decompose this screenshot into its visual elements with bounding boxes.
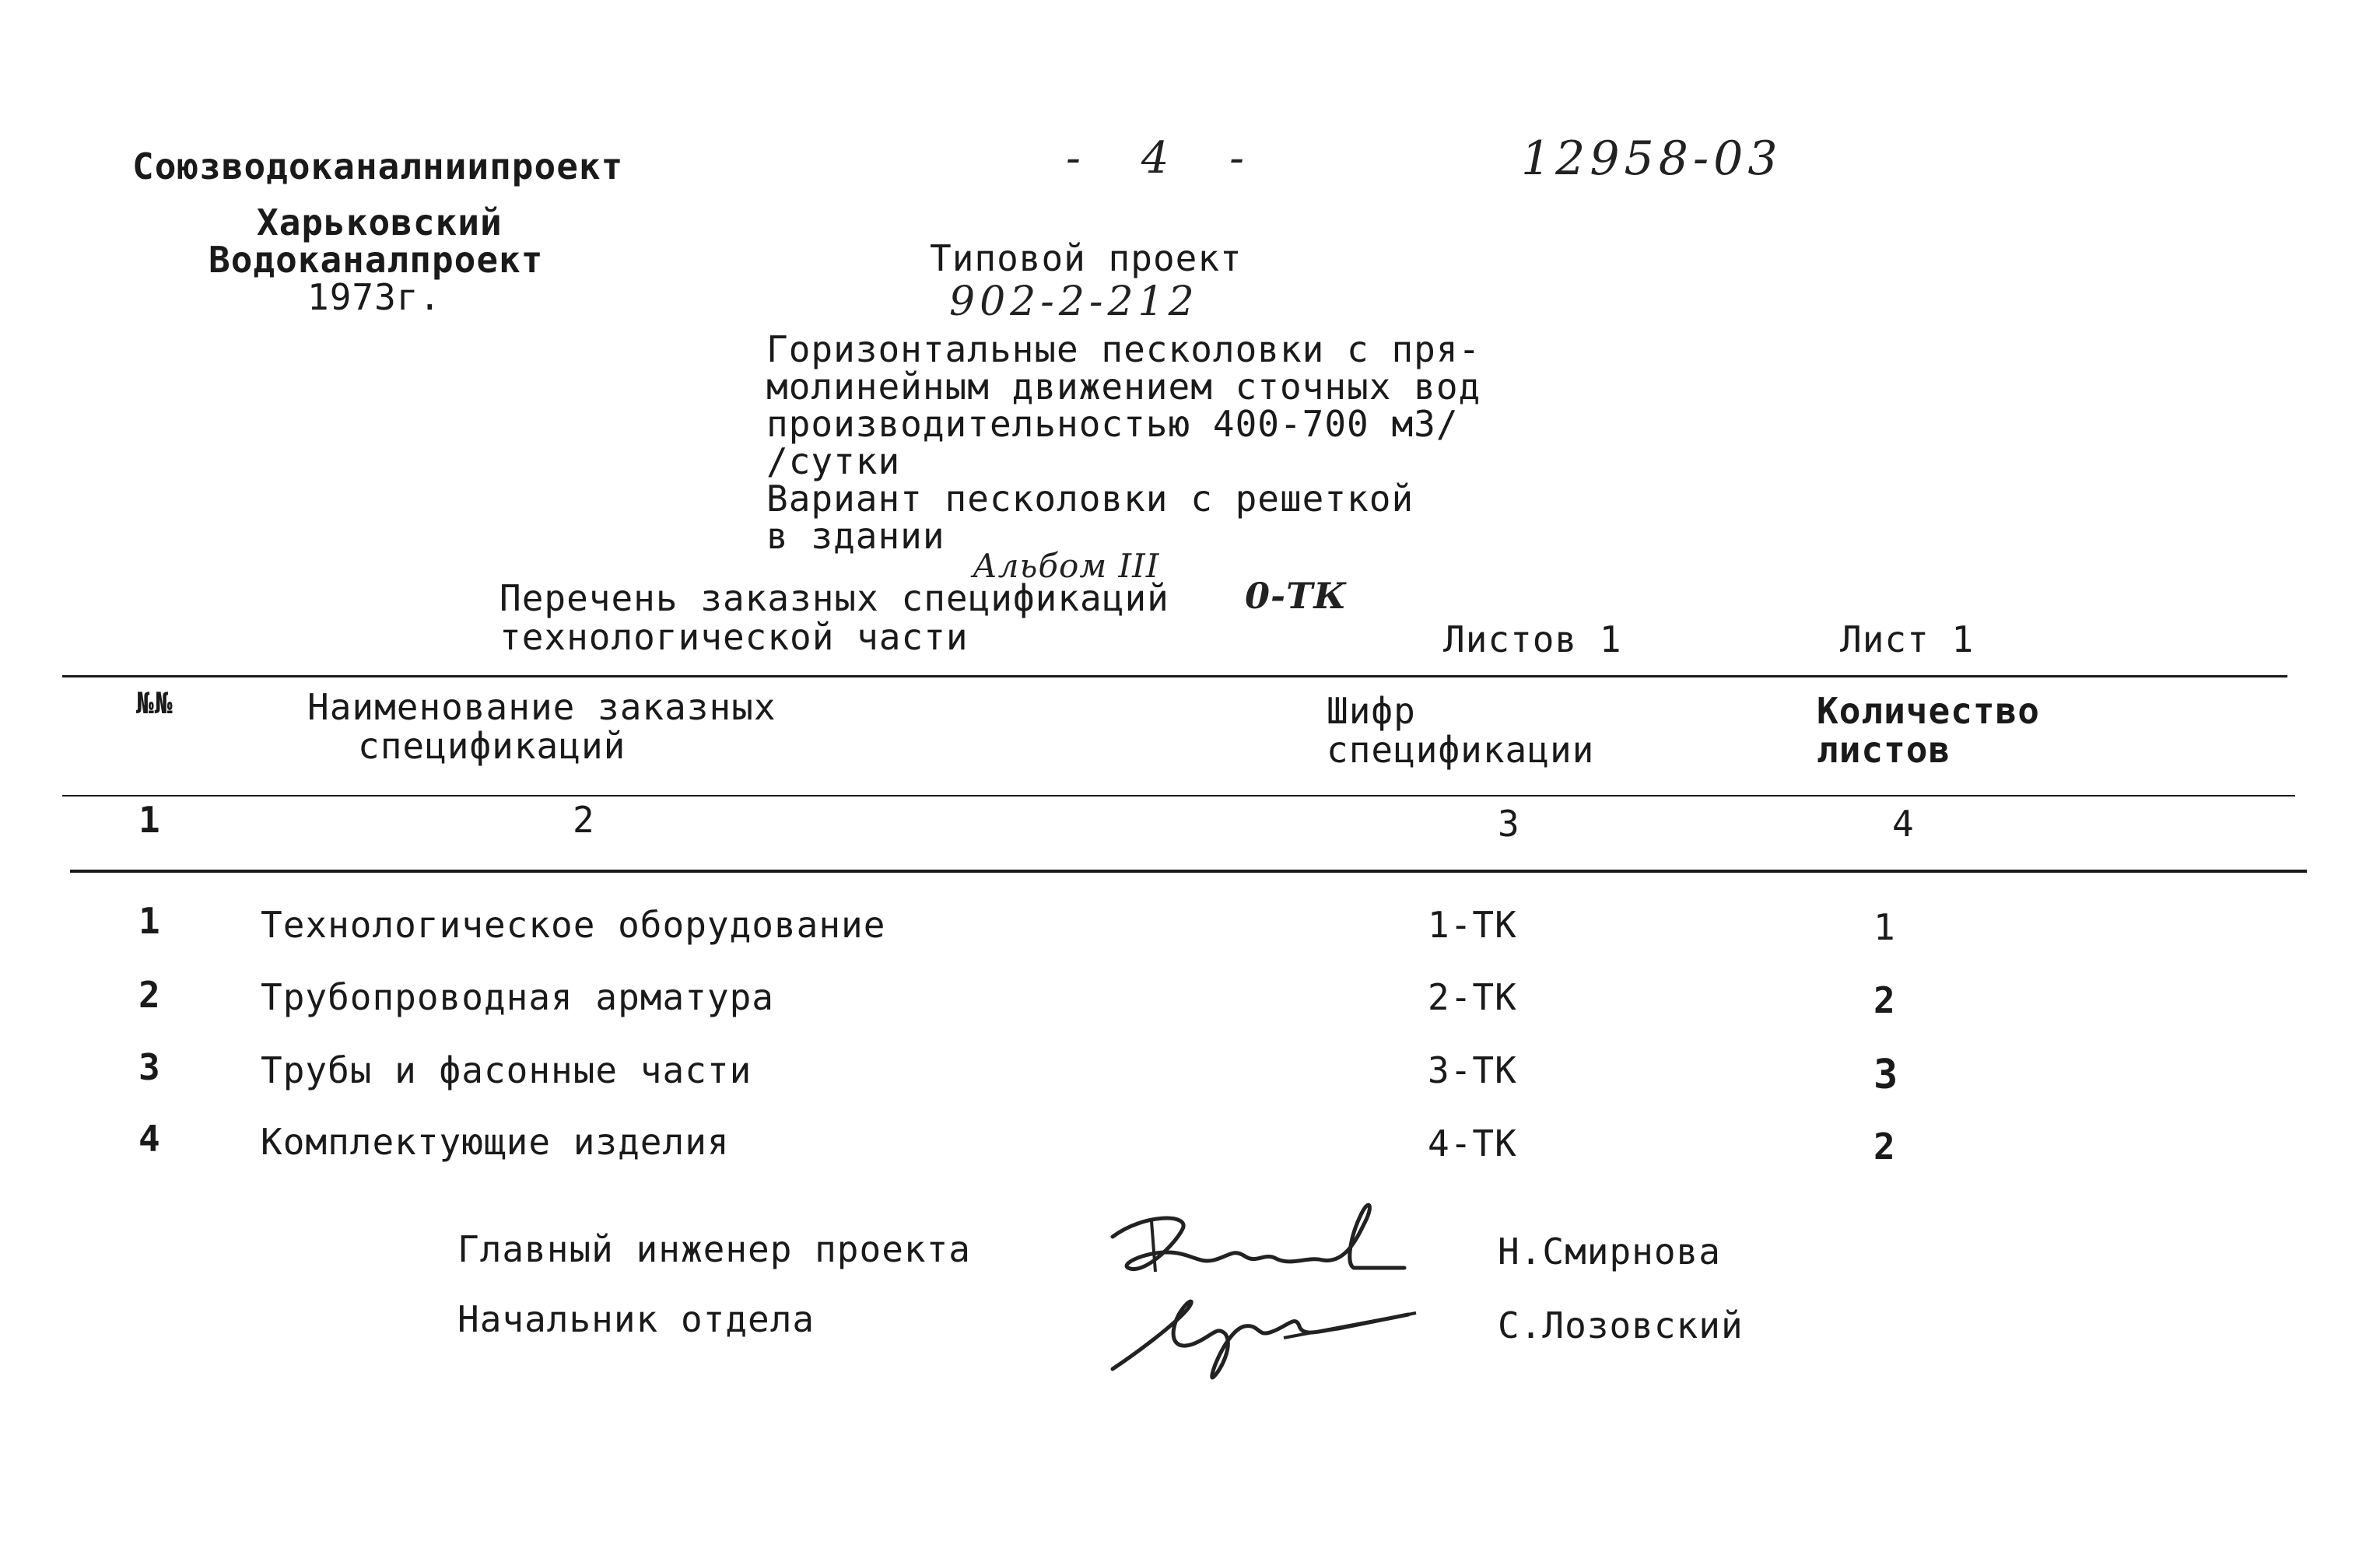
project-title-line: в здании (766, 515, 945, 557)
col-header-code-1: Шифр (1327, 690, 1416, 732)
signature-role: Начальник отдела (457, 1298, 815, 1340)
table-header-rule (62, 795, 2295, 797)
row-code: 4-ТК (1428, 1122, 1517, 1164)
row-num: 1 (138, 900, 161, 942)
col-header-code-2: спецификации (1327, 729, 1595, 771)
row-num: 2 (138, 974, 161, 1016)
branch-line1: Харьковский (257, 201, 503, 243)
row-count: 3 (1874, 1052, 1899, 1098)
row-name: Трубы и фасонные части (261, 1049, 752, 1091)
project-type-label: Типовой проект (930, 237, 1243, 279)
row-code: 3-ТК (1428, 1049, 1517, 1091)
col-header-count-2: листов (1817, 729, 1951, 771)
year: 1973г. (307, 276, 442, 318)
signature-name: Н.Смирнова (1498, 1231, 1721, 1273)
signature-mark-2 (1089, 1283, 1432, 1385)
project-title-line: производительностью 400-700 м3/ (766, 403, 1459, 445)
signature-mark-1 (1097, 1190, 1424, 1291)
signature-name: С.Лозовский (1498, 1304, 1744, 1346)
project-title-line: /сутки (766, 440, 901, 482)
org-name: Союзводоканалниипроект (132, 145, 624, 187)
col-header-name-2: спецификаций (358, 725, 626, 767)
row-name: Трубопроводная арматура (261, 976, 774, 1018)
col-header-count-1: Количество (1817, 690, 2040, 732)
sheets-total: Листов 1 (1443, 618, 1622, 660)
list-title-code: 0-ТК (1245, 575, 1348, 617)
row-count: 2 (1874, 1126, 1896, 1168)
col-number: 4 (1892, 803, 1915, 845)
col-header-name-1: Наименование заказных (307, 686, 776, 728)
sheet-number: Лист 1 (1840, 618, 1975, 660)
col-number: 1 (138, 799, 161, 841)
album-label: Альбом III (973, 547, 1160, 585)
row-num: 3 (138, 1046, 161, 1088)
project-title-line: Вариант песколовки с решеткой (766, 478, 1414, 520)
row-code: 1-ТК (1428, 904, 1517, 946)
col-number: 2 (573, 799, 595, 841)
branch-line2: Водоканалпроект (209, 239, 544, 281)
col-number: 3 (1498, 803, 1520, 845)
signature-role: Главный инженер проекта (457, 1228, 971, 1270)
project-title-line: молинейным движением сточных вод (766, 366, 1481, 408)
row-name: Технологическое оборудование (261, 904, 886, 946)
col-header-num: №№ (136, 686, 174, 720)
list-title-line1: Перечень заказных спецификаций (499, 577, 1169, 619)
project-title-line: Горизонтальные песколовки с пря- (766, 328, 1481, 370)
row-count: 1 (1874, 906, 1896, 948)
row-count: 2 (1874, 979, 1896, 1021)
list-title-line2: технологической части (499, 616, 969, 658)
doc-number: 12958-03 (1521, 131, 1782, 186)
row-code: 2-ТК (1428, 976, 1517, 1018)
row-name: Комплектующие изделия (261, 1121, 730, 1163)
page-number: - 4 - (1066, 133, 1268, 184)
table-top-rule (62, 675, 2287, 677)
project-code: 902-2-212 (949, 278, 1199, 325)
table-colnum-rule (70, 870, 2307, 873)
row-num: 4 (138, 1118, 161, 1160)
